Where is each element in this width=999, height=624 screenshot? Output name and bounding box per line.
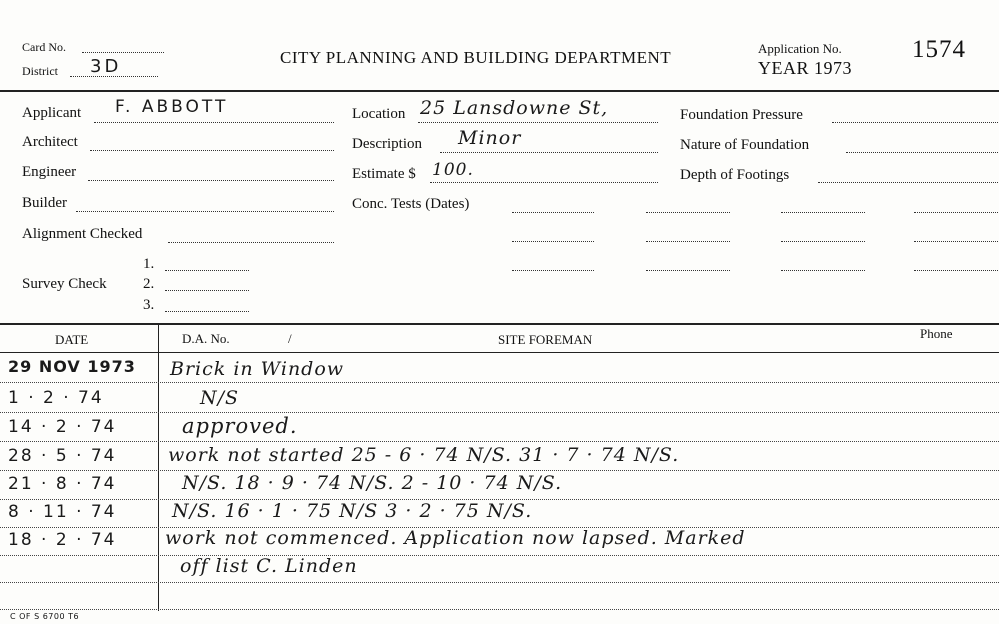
log-date: 18 · 2 · 74 bbox=[8, 530, 117, 550]
form-code: C OF S 6700 T6 bbox=[10, 612, 80, 621]
survey-1-line bbox=[165, 270, 249, 271]
log-row-line bbox=[0, 382, 999, 383]
log-entry: off list C. Linden bbox=[180, 555, 358, 577]
log-entry: work not started 25 - 6 · 74 N/S. 31 · 7 · 74 N/S. bbox=[168, 444, 680, 466]
header-divider bbox=[0, 90, 999, 92]
architect-label: Architect bbox=[22, 134, 78, 150]
conc-test-line bbox=[646, 212, 730, 213]
header-row-line bbox=[0, 352, 999, 353]
application-no-label: Application No. bbox=[758, 41, 842, 56]
application-number: 1574 bbox=[912, 36, 966, 63]
foundation-pressure-line bbox=[832, 122, 998, 123]
conc-test-line bbox=[914, 270, 998, 271]
conc-tests-label: Conc. Tests (Dates) bbox=[352, 196, 470, 212]
log-date: 1 · 2 · 74 bbox=[8, 388, 104, 408]
log-date: 14 · 2 · 74 bbox=[8, 417, 117, 437]
foundation-pressure-label: Foundation Pressure bbox=[680, 107, 803, 123]
description-line bbox=[440, 152, 658, 153]
date-column-header: DATE bbox=[55, 332, 89, 347]
depth-of-footings-line bbox=[818, 182, 998, 183]
log-row-line bbox=[0, 470, 999, 471]
log-row-line bbox=[0, 441, 999, 442]
log-entry: N/S. 16 · 1 · 75 N/S 3 · 2 · 75 N/S. bbox=[172, 500, 533, 522]
conc-test-line bbox=[781, 212, 865, 213]
engineer-label: Engineer bbox=[22, 164, 77, 180]
phone-column-header: Phone bbox=[920, 326, 953, 341]
conc-test-line bbox=[781, 270, 865, 271]
log-date: 29 NOV 1973 bbox=[8, 357, 136, 376]
survey-2-line bbox=[165, 290, 249, 291]
log-row-line bbox=[0, 555, 999, 556]
engineer-line bbox=[88, 180, 334, 181]
survey-1-label: 1. bbox=[143, 256, 155, 272]
alignment-line bbox=[168, 242, 334, 243]
log-entry: approved. bbox=[182, 414, 298, 438]
estimate-line bbox=[430, 182, 658, 183]
card-no-line bbox=[82, 52, 164, 53]
applicant-value: F. ABBOTT bbox=[115, 97, 229, 117]
log-entry: work not commenced. Application now lapsed. Marked bbox=[165, 527, 746, 549]
conc-test-line bbox=[646, 270, 730, 271]
district-label: District bbox=[22, 64, 58, 78]
estimate-value: 100. bbox=[432, 160, 474, 180]
survey-3-label: 3. bbox=[143, 297, 155, 313]
conc-test-line bbox=[512, 241, 594, 242]
department-title: CITY PLANNING AND BUILDING DEPARTMENT bbox=[280, 48, 672, 67]
date-column-divider bbox=[158, 323, 159, 611]
conc-test-line bbox=[512, 270, 594, 271]
nature-of-foundation-line bbox=[846, 152, 998, 153]
conc-test-line bbox=[914, 212, 998, 213]
log-row-line bbox=[0, 582, 999, 583]
alignment-checked-label: Alignment Checked bbox=[22, 226, 143, 242]
log-date: 21 · 8 · 74 bbox=[8, 474, 117, 494]
description-value: Minor bbox=[458, 127, 522, 149]
builder-line bbox=[76, 211, 334, 212]
application-year: YEAR 1973 bbox=[758, 58, 852, 78]
estimate-label: Estimate $ bbox=[352, 166, 416, 182]
da-no-column-header: D.A. No. bbox=[182, 331, 230, 346]
location-label: Location bbox=[352, 106, 406, 122]
description-label: Description bbox=[352, 136, 422, 152]
log-top-border bbox=[0, 323, 999, 325]
conc-test-line bbox=[914, 241, 998, 242]
log-row-line bbox=[0, 609, 999, 610]
log-date: 28 · 5 · 74 bbox=[8, 446, 117, 466]
log-entry: Brick in Window bbox=[170, 358, 345, 380]
applicant-line bbox=[94, 122, 334, 123]
log-entry: N/S. 18 · 9 · 74 N/S. 2 - 10 · 74 N/S. bbox=[182, 472, 563, 494]
applicant-label: Applicant bbox=[22, 105, 82, 121]
architect-line bbox=[90, 150, 334, 151]
nature-of-foundation-label: Nature of Foundation bbox=[680, 137, 810, 153]
log-date: 8 · 11 · 74 bbox=[8, 502, 117, 522]
depth-of-footings-label: Depth of Footings bbox=[680, 167, 790, 183]
conc-test-line bbox=[781, 241, 865, 242]
survey-3-line bbox=[165, 311, 249, 312]
survey-2-label: 2. bbox=[143, 276, 155, 292]
card-no-label: Card No. bbox=[22, 40, 66, 54]
conc-test-line bbox=[512, 212, 594, 213]
da-no-slash: / bbox=[288, 331, 292, 346]
survey-check-label: Survey Check bbox=[22, 276, 107, 292]
district-value: 3D bbox=[90, 56, 122, 77]
location-line bbox=[418, 122, 658, 123]
site-foreman-column-header: SITE FOREMAN bbox=[498, 332, 593, 347]
builder-label: Builder bbox=[22, 195, 67, 211]
conc-test-line bbox=[646, 241, 730, 242]
log-entry: N/S bbox=[200, 387, 240, 409]
location-value: 25 Lansdowne St, bbox=[420, 97, 609, 119]
log-row-line bbox=[0, 412, 999, 413]
